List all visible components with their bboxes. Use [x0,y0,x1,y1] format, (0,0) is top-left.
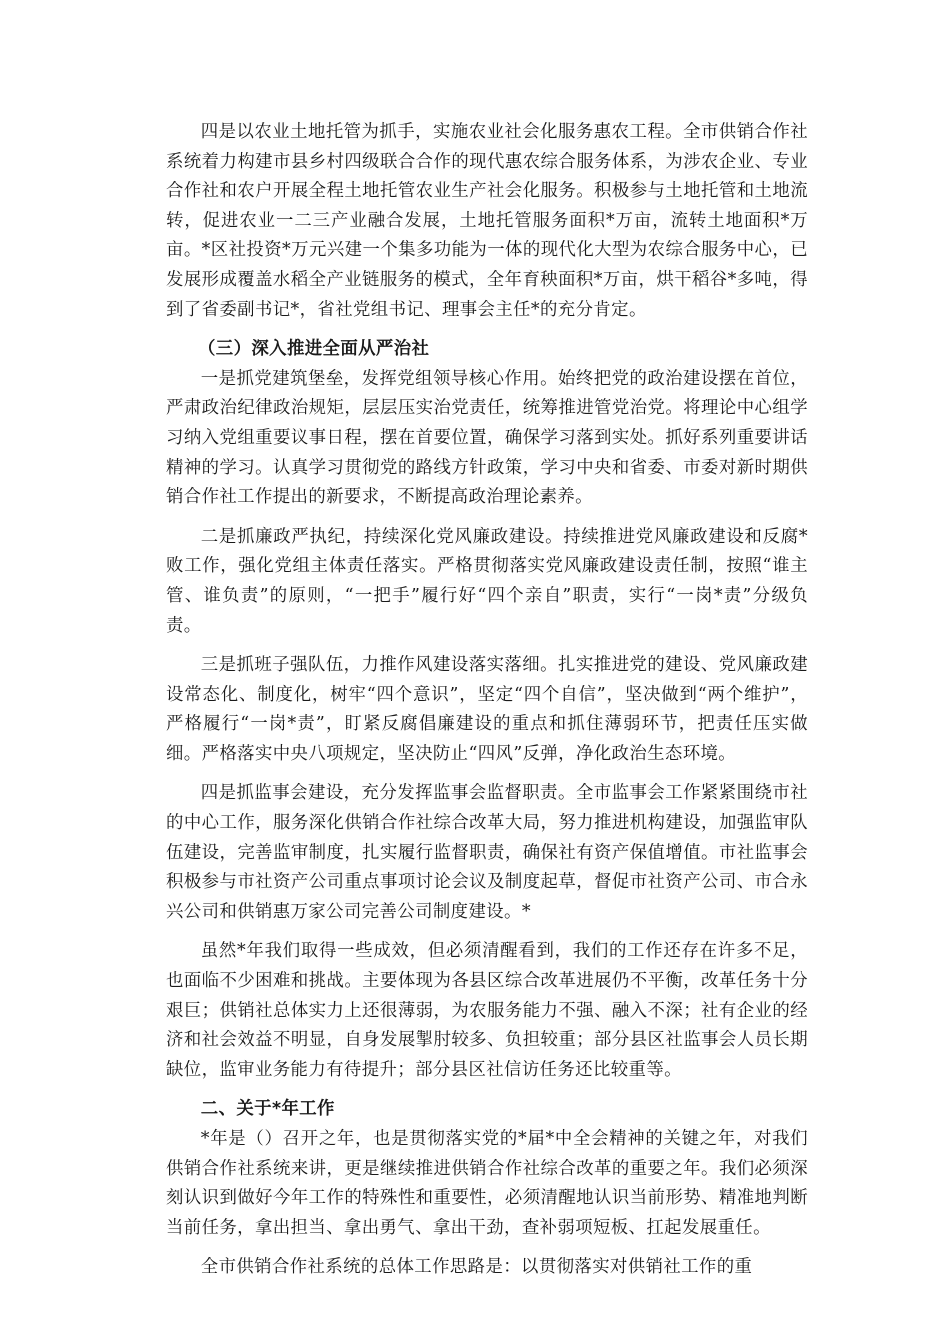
section-heading-strict-governance: （三）深入推进全面从严治社 [198,339,430,360]
paragraph-shortcomings: 虽然*年我们取得一些成效，但必须清醒看到，我们的工作还存在许多不足，也面临不少困难和挑战。主要体现为各县区综合改革进展仍不平衡，改革任务十分艰巨；供销社总体实力上还很薄弱，为农服务能力不强、融入不深；社有企业的经济和社会效益不明显，自身发展掣肘较多、负担较重；部分县区社监事会人员长期缺位，监审业务能力有待提升；部分县区社信访任务还比较重等。 [166,941,808,1080]
paragraph-party-building: 一是抓党建筑堡垒，发挥党组领导核心作用。始终把党的政治建设摆在首位，严肃政治纪律政治规矩，层层压实治党责任，统筹推进管党治党。将理论中心组学习纳入党组重要议事日程，摆在首要位置，确保学习落到实处。抓好系列重要讲话精神的学习。认真学习贯彻党的路线方针政策，学习中央和省委、市委对新时期供销合作社工作提出的新要求，不断提高政治理论素养。 [166,368,808,508]
document-page [166,118,808,1283]
paragraph-supervisory-board: 四是抓监事会建设，充分发挥监事会监督职责。全市监事会工作紧紧围绕市社的中心工作，服务深化供销合作社综合改革大局，努力推进机构建设，加强监审队伍建设，完善监审制度，扎实履行监督职责，确保社有资产保值增值。市社监事会积极参与市社资产公司重点事项讨论会议及制度起草，督促市社资产公司、市合永兴公司和供销惠万家公司完善公司制度建设。* [166,783,808,922]
section-heading-next-year-work: 二、关于*年工作 [200,1099,335,1120]
paragraph-team-building: 三是抓班子强队伍，力推作风建设落实落细。扎实推进党的建设、党风廉政建设常态化、制度化，树牢“四个意识”，坚定“四个自信”，坚决做到“两个维护”，严格履行“一岗*责”，盯紧反腐倡廉建设的重点和抓住薄弱环节，把责任压实做细。严格落实中央八项规定，坚决防止“四风”反弹，净化政治生态环境。 [166,655,809,764]
paragraph-land-trusteeship: 四是以农业土地托管为抓手，实施农业社会化服务惠农工程。全市供销合作社系统着力构建市县乡村四级联合合作的现代惠农综合服务体系，为涉农企业、专业合作社和农户开展全程土地托管农业生产社会化服务。积极参与土地托管和土地流转，促进农业一二三产业融合发展，土地托管服务面积*万亩，流转土地面积*万亩。*区社投资*万元兴建一个集多功能为一体的现代化大型为农综合服务中心，已发展形成覆盖水稻全产业链服务的模式，全年育秧面积*万亩，烘干稻谷*多吨，得到了省委副书记*，省社党组书记、理事会主任*的充分肯定。 [166,122,808,320]
paragraph-clean-government: 二是抓廉政严执纪，持续深化党风廉政建设。持续推进党风廉政建设和反腐*败工作，强化党组主体责任落实。严格贯彻落实党风廉政建设责任制，按照“谁主管、谁负责”的原则，“一把手”履行好“四个亲自”职责，实行“一岗*责”分级负责。 [166,526,808,636]
paragraph-key-year: *年是（）召开之年，也是贯彻落实党的*届*中全会精神的关键之年，对我们供销合作社系统来讲，更是继续推进供销合作社综合改革的重要之年。我们必须深刻认识到做好今年工作的特殊性和重要性，必须清醒地认识当前形势、精准地判断当前任务，拿出担当、拿出勇气、拿出干劲，查补弱项短板、扛起发展重任。 [166,1129,808,1238]
paragraph-overall-approach: 全市供销合作社系统的总体工作思路是：以贯彻落实对供销社工作的重 [200,1257,753,1278]
